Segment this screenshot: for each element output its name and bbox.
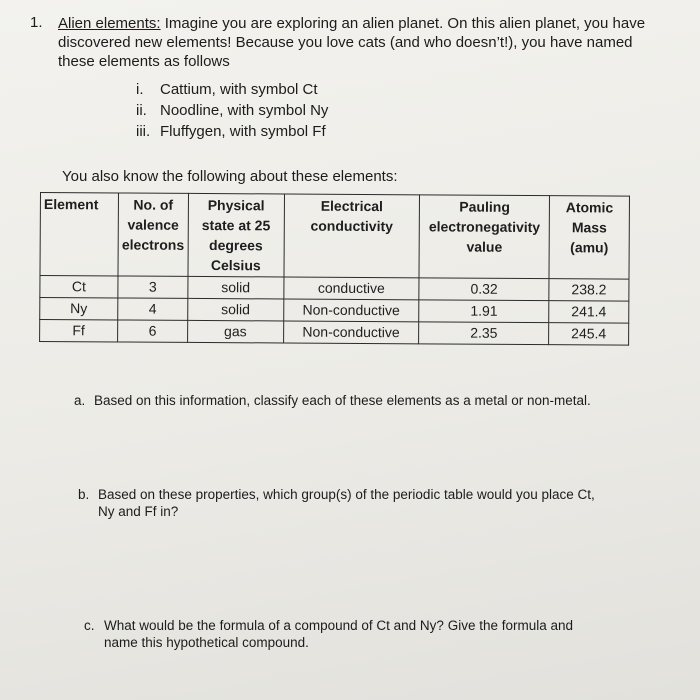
intro-line-3: these elements as follows (58, 53, 230, 70)
cell-state: solid (188, 276, 284, 299)
cell-element: Ny (40, 298, 118, 320)
list-numeral: i. (136, 81, 144, 98)
header-physical-state: Physical state at 25 degrees Celsius (188, 193, 284, 277)
cell-electronegativity: 1.91 (419, 300, 549, 323)
header-valence: No. of valence electrons (118, 193, 188, 276)
list-item (136, 121, 328, 142)
cell-atomic-mass: 238.2 (549, 279, 629, 301)
header-atomic-mass: Atomic Mass (amu) (549, 196, 629, 279)
subquestion-a (74, 392, 591, 409)
subquestion-text: Based on these properties, which group(s) of the periodic table would you place Ct, (98, 487, 595, 502)
cell-conductivity: Non-conductive (283, 321, 419, 344)
element-properties-table (39, 192, 630, 346)
subquestion-text-cont: name this hypothetical compound. (104, 635, 309, 650)
list-numeral: ii. (136, 102, 147, 119)
cell-valence: 6 (117, 320, 187, 342)
cell-valence: 3 (118, 276, 188, 298)
cell-electronegativity: 2.35 (419, 322, 549, 345)
intro-text-1: Imagine you are exploring an alien planet. On this alien planet, you have (164, 15, 646, 32)
cell-element: Ct (40, 276, 118, 298)
subquestion-c (84, 617, 644, 651)
list-item (136, 100, 328, 121)
question-title: Alien elements: (58, 15, 161, 32)
intro-line-1 (58, 14, 688, 33)
cell-atomic-mass: 241.4 (549, 301, 629, 323)
header-electronegativity: Pauling electronegativity value (419, 195, 549, 279)
subquestion-text: What would be the formula of a compound of Ct and Ny? Give the formula and (104, 618, 574, 633)
subquestion-label: b. (78, 487, 90, 502)
cell-conductivity: conductive (283, 277, 419, 300)
list-item (136, 79, 328, 100)
question-intro (58, 14, 688, 71)
cell-conductivity: Non-conductive (283, 299, 419, 322)
cell-element: Ff (40, 320, 118, 342)
header-conductivity: Electrical conductivity (284, 194, 420, 278)
cell-state: solid (188, 298, 284, 321)
table-row (40, 320, 629, 346)
cell-state: gas (187, 320, 283, 343)
table-intro: You also know the following about these elements: (62, 168, 398, 185)
cell-electronegativity: 0.32 (419, 278, 549, 301)
list-item-text: Fluffygen, with symbol Ff (160, 123, 326, 140)
subquestion-label: c. (84, 618, 95, 633)
table-header-row (40, 193, 629, 280)
subquestion-label: a. (74, 393, 86, 408)
list-item-text: Noodline, with symbol Ny (160, 102, 329, 119)
element-list (136, 79, 328, 142)
subquestion-text-cont: Ny and Ff in? (98, 504, 179, 519)
cell-atomic-mass: 245.4 (549, 323, 629, 345)
subquestion-b (78, 486, 648, 520)
intro-line-2: discovered new elements! Because you love cats (and who doesn’t!), you have named (58, 34, 633, 51)
list-numeral: iii. (136, 123, 151, 140)
header-element: Element (40, 193, 118, 276)
subquestion-text: Based on this information, classify each of these elements as a metal or non-metal. (94, 393, 591, 408)
question-number: 1. (30, 14, 43, 31)
cell-valence: 4 (118, 298, 188, 320)
list-item-text: Cattium, with symbol Ct (160, 81, 318, 98)
